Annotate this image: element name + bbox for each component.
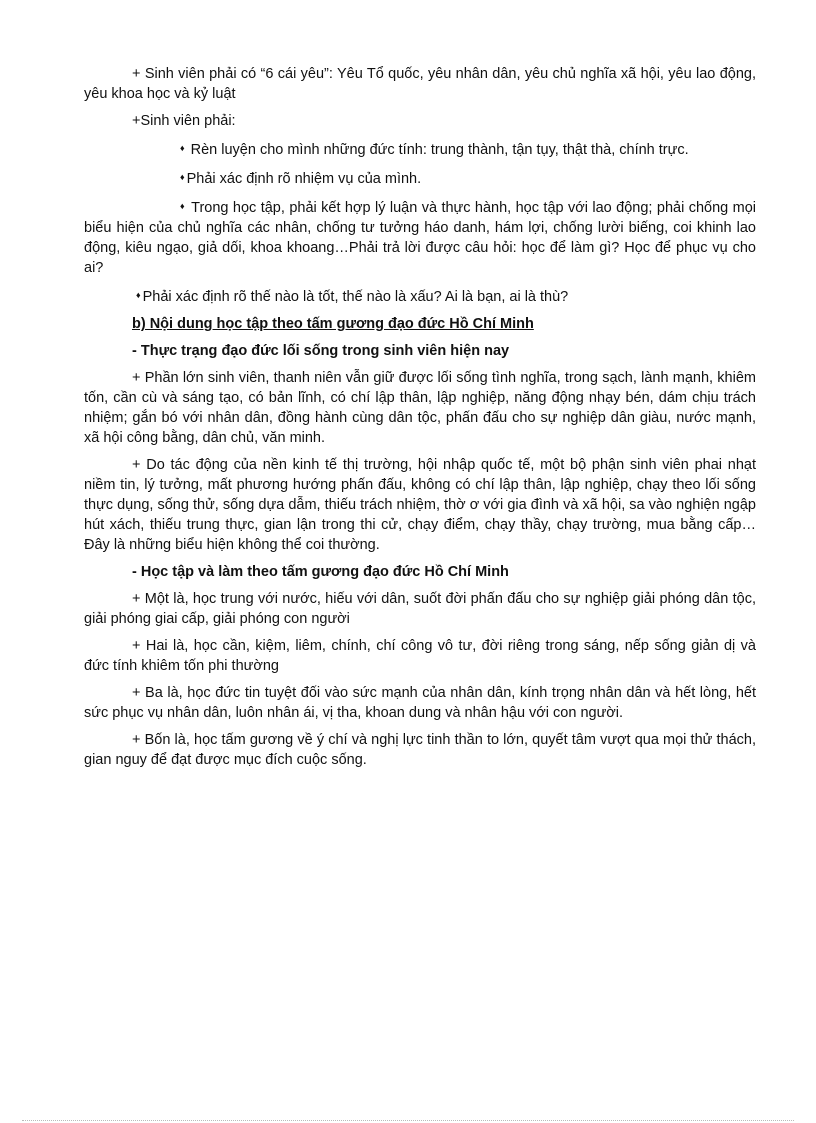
document-page [84,64,756,777]
bullet-item-duty [84,167,756,189]
bullet-item-good-bad [84,285,756,307]
diamond-bullet-icon: ♦ [180,201,185,211]
section-heading-b: b) Nội dung học tập theo tấm gương đạo đức Hồ Chí Minh [132,316,534,332]
bullet-item-virtues [84,138,756,160]
bullet-text: Trong học tập, phải kết hợp lý luận và thực hành, học tập với lao động; phải chống mọi biểu hiện của chủ nghĩa các nhân, chống tư tưởng háo danh, hám lợi, chống lười biếng, coi khinh lao động, kiêu ngạo, giả dối, khoa khoang…Phải trả lời được câu hỏi: học để làm gì? Học để phục vụ cho ai? [84,200,757,276]
page-bottom-divider [22,1120,794,1121]
paragraph-student-must: +Sinh viên phải: [132,113,236,129]
bullet-text: Rèn luyện cho mình những đức tính: trung thành, tận tụy, thật thà, chính trực. [186,142,689,158]
diamond-bullet-icon: ♦ [136,290,141,300]
subheading-learn-follow: - Học tập và làm theo tấm gương đạo đức Hồ Chí Minh [132,564,509,580]
paragraph-first: + Một là, học trung với nước, hiếu với dân, suốt đời phấn đấu cho sự nghiệp giải phóng dân tộc, giải phóng giai cấp, giải phóng con người [84,591,756,627]
paragraph-market-impact: + Do tác động của nền kinh tế thị trường, hội nhập quốc tế, một bộ phận sinh viên phai nhạt niềm tin, lý tưởng, mất phương hướng phấn đấu, không có chí lập thân, lập nghiệp, chạy theo lối sống thực dụng, sống thử, sống dựa dẫm, thiếu trách nhiệm, thờ ơ với gia đình và xã hội, sa vào nghiện ngập hút xách, thiếu trung thực, gian lận trong thi cử, chạy điểm, chạy thầy, chạy trường, mua bằng cấp… Đây là những biểu hiện không thể coi thường. [84,457,756,553]
paragraph-6-loves: + Sinh viên phải có “6 cái yêu”: Yêu Tổ quốc, yêu nhân dân, yêu chủ nghĩa xã hội, yêu lao động, yêu khoa học và kỷ luật [84,66,756,102]
subheading-current-state: - Thực trạng đạo đức lối sống trong sinh viên hiện nay [132,343,510,359]
paragraph-third: + Ba là, học đức tin tuyệt đối vào sức mạnh của nhân dân, kính trọng nhân dân và hết lòng, hết sức phục vụ nhân dân, luôn nhân ái, vị tha, khoan dung và nhân hậu với con người. [84,685,756,721]
paragraph-second: + Hai là, học cần, kiệm, liêm, chính, chí công vô tư, đời riêng trong sáng, nếp sống giản dị và đức tính khiêm tốn phi thường [84,638,756,674]
bullet-item-study [84,196,756,278]
paragraph-fourth: + Bốn là, học tấm gương về ý chí và nghị lực tinh thần to lớn, quyết tâm vượt qua mọi thử thách, gian nguy để đạt được mục đích cuộc sống. [84,732,756,768]
bullet-text: Phải xác định rõ nhiệm vụ của mình. [186,171,422,187]
diamond-bullet-icon: ♦ [180,172,185,182]
diamond-bullet-icon: ♦ [180,143,185,153]
paragraph-majority: + Phần lớn sinh viên, thanh niên vẫn giữ được lối sống tình nghĩa, trong sạch, lành mạnh, khiêm tốn, cần cù và sáng tạo, có bản lĩnh, có chí lập thân, lập nghiệp, năng động nhạy bén, dám chịu trách nhiệm; gắn bó với nhân dân, đồng hành cùng dân tộc, phấn đấu cho sự nghiệp dân giàu, nước mạnh, xã hội công bằng, dân chủ, văn minh. [84,370,756,446]
bullet-text: Phải xác định rõ thế nào là tốt, thế nào là xấu? Ai là bạn, ai là thù? [142,289,569,305]
